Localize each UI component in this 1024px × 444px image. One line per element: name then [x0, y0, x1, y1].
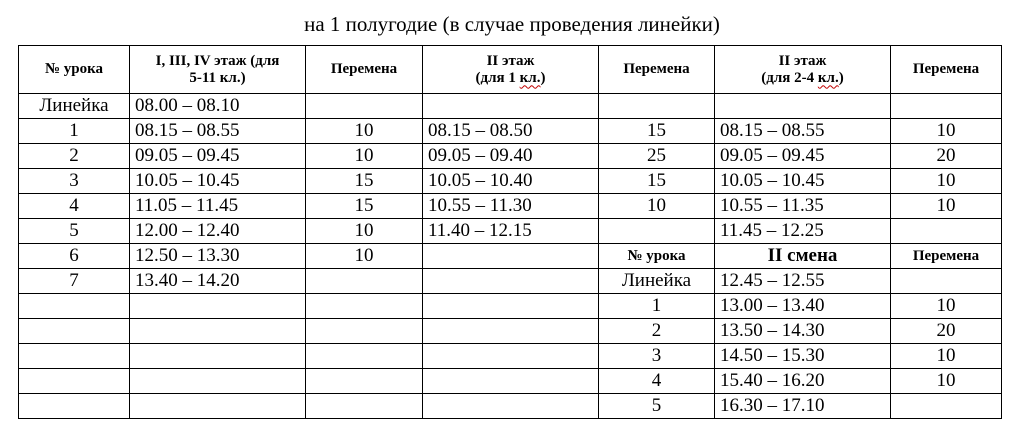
cell-lesson-number: 2 — [19, 144, 130, 169]
cell-break-1 — [306, 369, 423, 394]
header-break-3: Перемена — [891, 46, 1002, 94]
cell-time-floor-1-3-4 — [130, 294, 306, 319]
cell-time-floor-2-grades-2-4: 11.45 – 12.25 — [715, 219, 891, 244]
header-break-2: Перемена — [599, 46, 715, 94]
cell-time-floor-2-grade-1: 08.15 – 08.50 — [423, 119, 599, 144]
header-floor-1-3-4 — [130, 46, 306, 94]
table-row — [19, 244, 1002, 269]
cell-time-floor-2-grade-1: 11.40 – 12.15 — [423, 219, 599, 244]
table-row — [19, 94, 1002, 119]
cell-lesson-number — [19, 319, 130, 344]
cell-break-1 — [306, 94, 423, 119]
header-floor-2-grades-2-4-part2: кл. — [817, 69, 839, 86]
table-row — [19, 369, 1002, 394]
cell-time-floor-1-3-4: 13.40 – 14.20 — [130, 269, 306, 294]
cell-time-floor-1-3-4: 11.05 – 11.45 — [130, 194, 306, 219]
cell-time-floor-2-grade-1: 10.55 – 11.30 — [423, 194, 599, 219]
header-lesson-number: № урока — [19, 46, 130, 94]
table-row — [19, 119, 1002, 144]
cell-lesson-number — [19, 369, 130, 394]
cell-time-floor-2-grade-1 — [423, 319, 599, 344]
cell-lesson-number: 1 — [19, 119, 130, 144]
cell-break-2 — [599, 219, 715, 244]
header-break-1: Перемена — [306, 46, 423, 94]
cell-lesson-number — [19, 394, 130, 419]
cell-break-2: 4 — [599, 369, 715, 394]
cell-time-floor-2-grade-1 — [423, 394, 599, 419]
cell-break-2: 2 — [599, 319, 715, 344]
cell-break-1 — [306, 269, 423, 294]
cell-time-floor-2-grades-2-4: 13.00 – 13.40 — [715, 294, 891, 319]
cell-break-3: 20 — [891, 319, 1002, 344]
page-title: на 1 полугодие (в случае проведения линейки) — [304, 12, 720, 36]
cell-time-floor-2-grade-1 — [423, 369, 599, 394]
cell-time-floor-1-3-4: 09.05 – 09.45 — [130, 144, 306, 169]
cell-lesson-number: 3 — [19, 169, 130, 194]
table-row — [19, 319, 1002, 344]
cell-break-1 — [306, 294, 423, 319]
cell-break-2: 1 — [599, 294, 715, 319]
cell-time-floor-2-grades-2-4: 09.05 – 09.45 — [715, 144, 891, 169]
cell-time-floor-1-3-4: 08.15 – 08.55 — [130, 119, 306, 144]
cell-lesson-number: 6 — [19, 244, 130, 269]
cell-break-2 — [599, 94, 715, 119]
table-row — [19, 194, 1002, 219]
cell-time-floor-2-grades-2-4: 13.50 – 14.30 — [715, 319, 891, 344]
cell-break-1 — [306, 344, 423, 369]
cell-lesson-number — [19, 294, 130, 319]
cell-time-floor-1-3-4: 12.50 – 13.30 — [130, 244, 306, 269]
cell-break-1: 10 — [306, 144, 423, 169]
cell-break-3 — [891, 219, 1002, 244]
cell-break-1: 15 — [306, 169, 423, 194]
cell-time-floor-2-grade-1 — [423, 269, 599, 294]
cell-break-3: 10 — [891, 369, 1002, 394]
header-row — [19, 46, 1002, 94]
cell-lesson-number: 4 — [19, 194, 130, 219]
cell-break-2: 25 — [599, 144, 715, 169]
cell-break-1: 15 — [306, 194, 423, 219]
cell-time-floor-1-3-4: 10.05 – 10.45 — [130, 169, 306, 194]
cell-time-floor-2-grade-1 — [423, 244, 599, 269]
cell-break-3: 10 — [891, 169, 1002, 194]
cell-break-1: 10 — [306, 244, 423, 269]
cell-time-floor-2-grades-2-4: 10.55 – 11.35 — [715, 194, 891, 219]
cell-time-floor-1-3-4 — [130, 319, 306, 344]
table-row — [19, 344, 1002, 369]
cell-time-floor-2-grade-1 — [423, 344, 599, 369]
header-floor-2-grades-2-4-part3: ) — [838, 69, 844, 86]
header-floor-1-3-4-line2: 5-11 кл.) — [189, 69, 246, 86]
header-floor-2-grade-1-part2: кл. — [519, 69, 541, 86]
cell-break-1: 10 — [306, 219, 423, 244]
cell-break-3: 10 — [891, 119, 1002, 144]
cell-time-floor-2-grade-1: 10.05 – 10.40 — [423, 169, 599, 194]
cell-break-3: 10 — [891, 194, 1002, 219]
header-floor-2-grade-1-part3: ) — [540, 69, 546, 86]
cell-break-2: 3 — [599, 344, 715, 369]
cell-time-floor-1-3-4: 08.00 – 08.10 — [130, 94, 306, 119]
table-row — [19, 219, 1002, 244]
cell-lesson-number — [19, 344, 130, 369]
cell-time-floor-2-grades-2-4: 08.15 – 08.55 — [715, 119, 891, 144]
table-row — [19, 294, 1002, 319]
cell-break-1 — [306, 394, 423, 419]
cell-lesson-number: 5 — [19, 219, 130, 244]
header-floor-2-grade-1-part1: (для 1 — [475, 69, 520, 86]
cell-time-floor-1-3-4: 12.00 – 12.40 — [130, 219, 306, 244]
cell-time-floor-1-3-4 — [130, 369, 306, 394]
header-floor-2-grades-2-4-part1: (для 2-4 — [761, 69, 818, 86]
header-floor-2-grade-1-line1: II этаж — [486, 52, 535, 69]
cell-break-2: 15 — [599, 169, 715, 194]
cell-time-floor-2-grade-1: 09.05 – 09.40 — [423, 144, 599, 169]
schedule-table — [18, 45, 1002, 419]
header-floor-2-grades-2-4-line1: II этаж — [778, 52, 827, 69]
cell-time-floor-2-grades-2-4: 12.45 – 12.55 — [715, 269, 891, 294]
table-row — [19, 169, 1002, 194]
cell-break-3: 20 — [891, 144, 1002, 169]
cell-break-2: Линейка — [599, 269, 715, 294]
cell-break-1: 10 — [306, 119, 423, 144]
header-floor-1-3-4-line1: I, III, IV этаж (для — [155, 52, 280, 69]
cell-break-3: 10 — [891, 294, 1002, 319]
cell-time-floor-1-3-4 — [130, 344, 306, 369]
cell-break-2: № урока — [599, 244, 715, 269]
cell-break-1 — [306, 319, 423, 344]
cell-break-2: 15 — [599, 119, 715, 144]
cell-time-floor-2-grades-2-4: 10.05 – 10.45 — [715, 169, 891, 194]
header-floor-2-grade-1 — [423, 46, 599, 94]
cell-break-3 — [891, 269, 1002, 294]
cell-break-3 — [891, 94, 1002, 119]
cell-lesson-number: 7 — [19, 269, 130, 294]
cell-break-2: 5 — [599, 394, 715, 419]
cell-time-floor-2-grades-2-4: 14.50 – 15.30 — [715, 344, 891, 369]
cell-break-3: 10 — [891, 344, 1002, 369]
table-row — [19, 144, 1002, 169]
table-row — [19, 394, 1002, 419]
cell-break-3 — [891, 394, 1002, 419]
cell-time-floor-2-grades-2-4: 16.30 – 17.10 — [715, 394, 891, 419]
cell-time-floor-2-grade-1 — [423, 94, 599, 119]
cell-time-floor-2-grades-2-4: 15.40 – 16.20 — [715, 369, 891, 394]
cell-lesson-number: Линейка — [19, 94, 130, 119]
cell-time-floor-2-grade-1 — [423, 294, 599, 319]
cell-time-floor-2-grades-2-4 — [715, 94, 891, 119]
header-floor-2-grades-2-4 — [715, 46, 891, 94]
cell-break-3: Перемена — [891, 244, 1002, 269]
cell-time-floor-2-grades-2-4: II смена — [715, 244, 891, 269]
cell-time-floor-1-3-4 — [130, 394, 306, 419]
cell-break-2: 10 — [599, 194, 715, 219]
table-row — [19, 269, 1002, 294]
